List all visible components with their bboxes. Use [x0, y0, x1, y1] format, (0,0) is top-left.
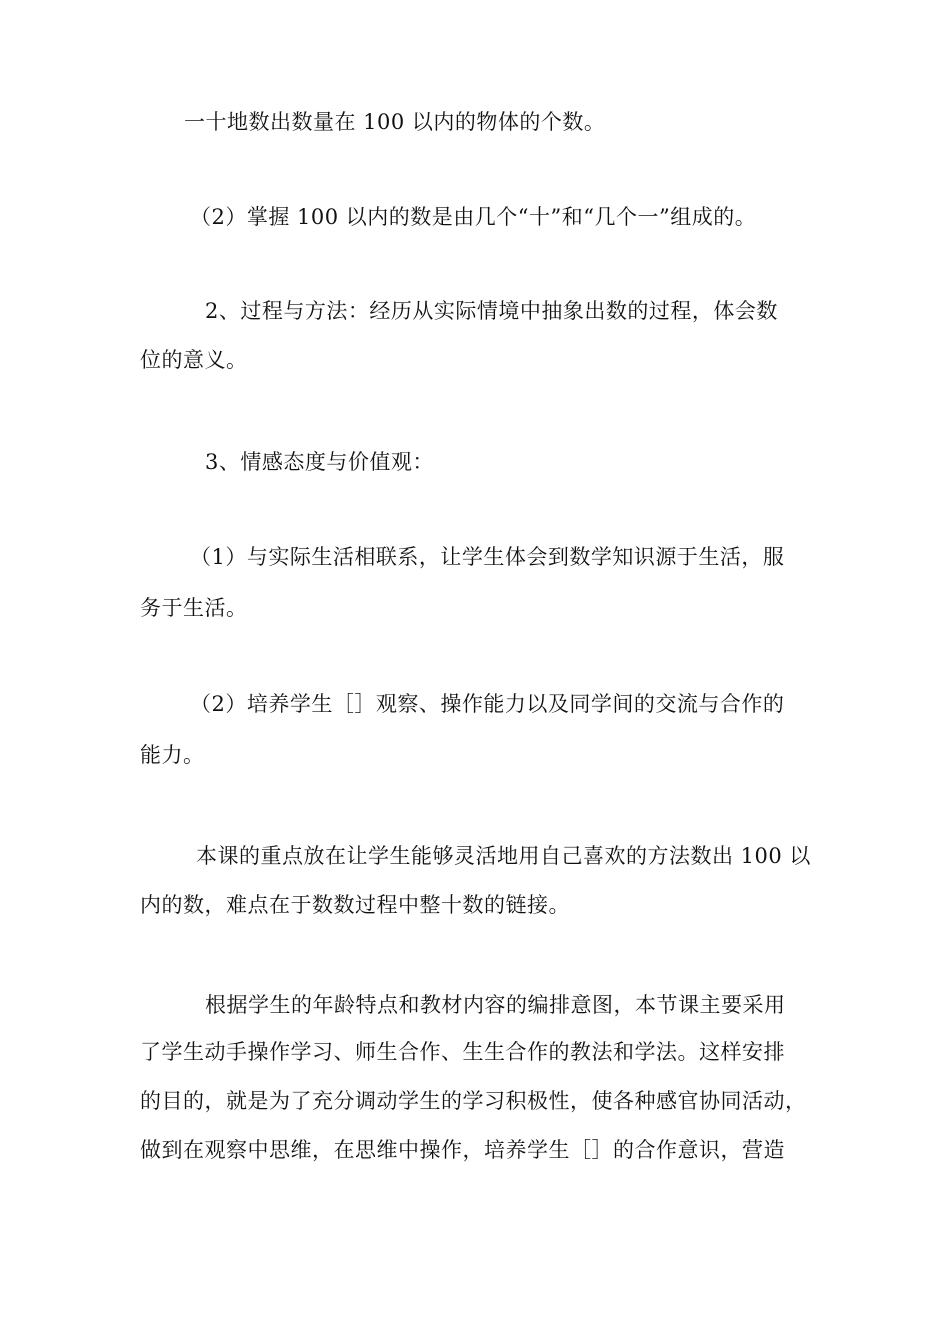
text-line: 一十地数出数量在 100 以内的物体的个数。: [184, 110, 606, 134]
text-line: 内的数，难点在于数数过程中整十数的链接。: [140, 893, 570, 917]
text-line: 做到在观察中思维，在思维中操作，培养学生［］的合作意识，营造: [140, 1138, 785, 1162]
text-line: 2、过程与方法：经历从实际情境中抽象出数的过程，体会数: [205, 299, 778, 323]
text-line: 根据学生的年龄特点和教材内容的编排意图，本节课主要采用: [205, 993, 786, 1017]
text-line: 务于生活。: [140, 596, 248, 620]
text-line: 能力。: [140, 743, 205, 767]
text-line: 位的意义。: [140, 348, 248, 372]
text-line: 本课的重点放在让学生能够灵活地用自己喜欢的方法数出 100 以: [196, 844, 811, 868]
text-line: 了学生动手操作学习、师生合作、生生合作的教法和学法。这样安排: [140, 1040, 785, 1064]
text-line: （2）掌握 100 以内的数是由几个“十”和“几个一”组成的。: [190, 205, 757, 229]
text-line: （1）与实际生活相联系，让学生体会到数学知识源于生活，服: [190, 545, 785, 569]
text-line: 的目的，就是为了充分调动学生的学习积极性，使各种感官协同活动，: [140, 1089, 807, 1113]
text-line: 3、情感态度与价值观：: [205, 450, 434, 474]
text-line: （2）培养学生［］观察、操作能力以及同学间的交流与合作的: [190, 692, 785, 716]
